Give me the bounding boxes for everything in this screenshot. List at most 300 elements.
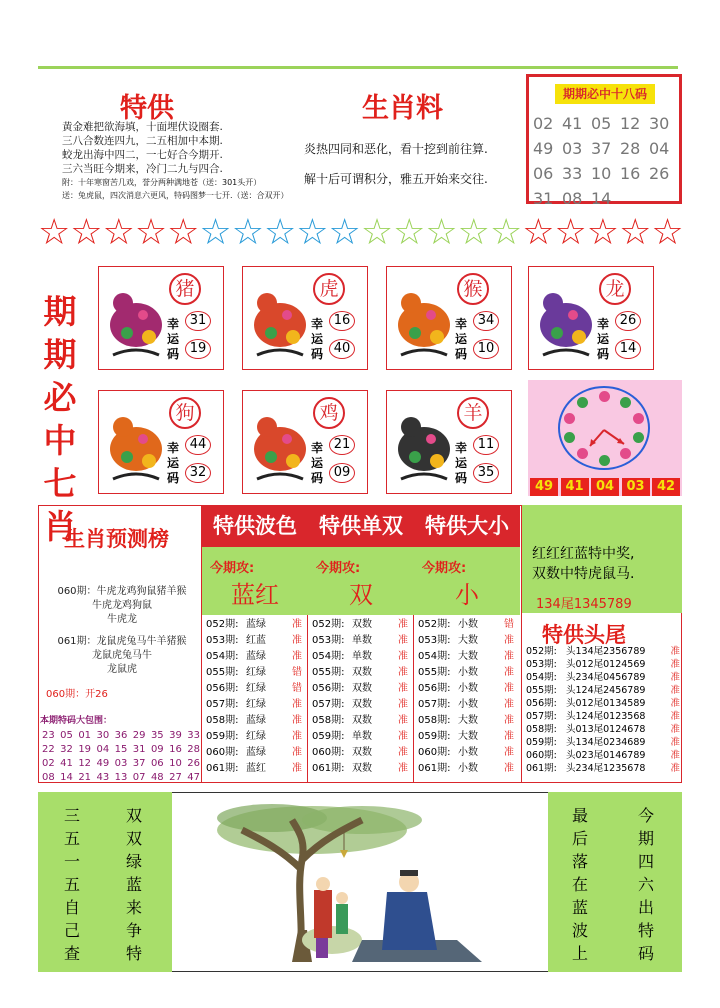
- star-row: [38, 212, 684, 253]
- period: 061期:: [206, 763, 239, 774]
- period: 061期:: [312, 763, 345, 774]
- toutwei-title: 特供头尾: [542, 622, 626, 647]
- bag-number: 29: [132, 730, 146, 741]
- clock-dot: [599, 455, 610, 466]
- code-number: 33: [562, 164, 583, 183]
- bag-number: 08: [42, 772, 55, 783]
- column-title: 特供大小: [414, 505, 520, 547]
- clock-number: 03: [622, 478, 650, 496]
- shengxiao-line: 解十后可谓积分，雅五开始来交往.: [304, 172, 488, 186]
- result: 准: [292, 747, 302, 758]
- bag-number: 33: [187, 730, 200, 741]
- zodiac-name: 龙: [599, 273, 631, 305]
- zodiac-card: [386, 266, 512, 370]
- special-bag-title: 本期特码大包围：: [40, 716, 113, 726]
- right-info-tail: 134尾1345789: [536, 597, 632, 612]
- verse-char: 今: [637, 806, 654, 825]
- tegong-title: 特供: [120, 93, 174, 124]
- history-row: [418, 697, 518, 713]
- pick: 红绿: [246, 683, 266, 694]
- bag-number: 21: [78, 772, 92, 783]
- title-char: 期: [43, 292, 77, 331]
- star-icon: ☆: [489, 212, 523, 253]
- bag-number: 43: [96, 772, 110, 783]
- history-row: [312, 665, 412, 681]
- verse-char: 双: [125, 806, 142, 825]
- period: 053期:: [312, 635, 345, 646]
- toutwei-row: [526, 645, 680, 658]
- result: 准: [504, 747, 514, 758]
- right-info-box: [522, 505, 682, 613]
- bag-number: 14: [60, 772, 73, 783]
- star-icon: ☆: [263, 212, 297, 253]
- pick: 小数: [458, 747, 478, 758]
- lucky-code-label: 幸运码: [311, 441, 324, 485]
- period: 052期:: [418, 619, 451, 630]
- history-row: [418, 681, 518, 697]
- bag-number: 31: [132, 744, 146, 755]
- period: 052期:: [206, 619, 239, 630]
- prediction-line: 龙鼠虎兔马牛: [92, 650, 152, 661]
- result: 准: [670, 685, 680, 696]
- star-icon: ☆: [167, 212, 200, 253]
- verse-char: 六: [637, 875, 654, 894]
- result: 准: [670, 763, 680, 774]
- clock-numbers: [530, 478, 680, 496]
- verse-column: [636, 804, 656, 965]
- toutwei-row: [526, 762, 680, 775]
- danshuang-column: [308, 505, 414, 783]
- result: 错: [504, 619, 514, 630]
- code-number: 08: [562, 189, 583, 208]
- lucky-number: 21: [329, 435, 355, 455]
- verse-char: 蓝: [125, 875, 142, 894]
- period: 056期:: [418, 683, 451, 694]
- title-char: 中: [43, 421, 77, 460]
- eighteen-code-title: 期期必中十八码: [555, 84, 655, 104]
- result: 准: [670, 750, 680, 761]
- star-icon: ☆: [231, 212, 264, 253]
- result: 准: [504, 763, 514, 774]
- pick: 大数: [458, 731, 478, 742]
- pick: 头012尾0134589: [566, 698, 646, 709]
- star-icon: ☆: [38, 212, 71, 253]
- history-row: [418, 713, 518, 729]
- title-char: 肖: [43, 507, 77, 546]
- toutwei-row: [526, 710, 680, 723]
- toutwei-rows: [526, 645, 680, 775]
- history-row: [206, 729, 306, 745]
- result: 准: [504, 731, 514, 742]
- code-row: [533, 186, 677, 211]
- result: 准: [504, 699, 514, 710]
- pick: 双数: [352, 763, 372, 774]
- verse-char: 波: [571, 921, 588, 940]
- verse-column: [62, 804, 82, 965]
- result: 准: [670, 724, 680, 735]
- zodiac-papercut-icon: [249, 399, 311, 485]
- verse-char: 争: [125, 921, 142, 940]
- verse-char: 在: [571, 875, 588, 894]
- history-row: [312, 713, 412, 729]
- shengxiao-title: 生肖料: [362, 93, 443, 124]
- bag-number: 28: [187, 744, 200, 755]
- zodiac-card: [242, 390, 368, 494]
- code-number: 37: [591, 139, 612, 158]
- bag-number: 35: [150, 730, 164, 741]
- history-row: [418, 665, 518, 681]
- lucky-code-label: 幸运码: [597, 317, 610, 361]
- title-char: 期: [43, 335, 77, 374]
- result: 准: [670, 737, 680, 748]
- period: 054期:: [312, 651, 345, 662]
- result: 准: [292, 619, 302, 630]
- star-icon: ☆: [134, 212, 168, 253]
- result: 准: [398, 699, 408, 710]
- special-bag-numbers: [42, 729, 200, 785]
- attack-box: [414, 547, 520, 615]
- code-number: 06: [533, 164, 554, 183]
- zodiac-papercut-icon: [249, 275, 311, 361]
- result: 准: [670, 711, 680, 722]
- zodiac-papercut-icon: [393, 399, 455, 485]
- bose-column: [202, 505, 308, 783]
- period: 057期:: [526, 711, 557, 722]
- star-icon: ☆: [360, 212, 394, 253]
- eighteen-code-numbers: [533, 111, 679, 211]
- lucky-number: 31: [185, 311, 211, 331]
- bag-number: 03: [114, 758, 128, 769]
- period: 059期:: [526, 737, 557, 748]
- verse-char: 三: [63, 806, 80, 825]
- result: 准: [670, 672, 680, 683]
- result: 准: [292, 651, 302, 662]
- history-row: [312, 681, 412, 697]
- period: 058期:: [526, 724, 557, 735]
- history-rows: [206, 617, 306, 777]
- zodiac-papercut-icon: [105, 399, 167, 485]
- attack-label: 今期攻:: [210, 561, 255, 576]
- shengxiao-line: 炎热四同和恶化，看十挖到前往算.: [304, 142, 488, 156]
- pick: 双数: [352, 747, 372, 758]
- result: 准: [504, 715, 514, 726]
- zodiac-card: [98, 266, 224, 370]
- clock-icon: [558, 386, 650, 470]
- history-row: [418, 729, 518, 745]
- bag-number: 47: [187, 772, 200, 783]
- pick: 蓝绿: [246, 715, 266, 726]
- pick: 蓝绿: [246, 619, 266, 630]
- eighteen-code-box: [526, 74, 682, 208]
- period: 053期:: [206, 635, 239, 646]
- verse-column: [570, 804, 590, 965]
- verse-char: 五: [63, 875, 80, 894]
- star-icon: ☆: [586, 212, 620, 253]
- history-row: [312, 761, 412, 777]
- bag-number: 06: [150, 758, 164, 769]
- attack-label: 今期攻:: [316, 561, 361, 576]
- clock-number: 41: [561, 478, 589, 496]
- history-rows: [418, 617, 518, 777]
- result: 准: [398, 651, 408, 662]
- zodiac-papercut-icon: [393, 275, 455, 361]
- history-row: [312, 729, 412, 745]
- scene-illustration: [212, 800, 506, 962]
- zodiac-prediction-panel: [38, 505, 202, 783]
- bag-number: 09: [150, 744, 164, 755]
- title-char: 必: [43, 378, 77, 417]
- tree-scene-icon: [212, 800, 506, 962]
- attack-label: 今期攻:: [422, 561, 467, 576]
- prediction-title: 生肖预测榜: [64, 526, 169, 551]
- column-title: 特供波色: [202, 505, 308, 547]
- result: 准: [398, 667, 408, 678]
- verse-char: 五: [63, 829, 80, 848]
- history-row: [312, 649, 412, 665]
- code-number: 16: [620, 164, 641, 183]
- star-icon: ☆: [619, 212, 652, 253]
- verse-column: [124, 804, 144, 965]
- pick: 双数: [352, 699, 372, 710]
- toutwei-row: [526, 671, 680, 684]
- bag-number: 37: [132, 758, 146, 769]
- zodiac-papercut-icon: [105, 275, 167, 361]
- zodiac-name: 虎: [313, 273, 345, 305]
- history-row: [418, 745, 518, 761]
- pick: 大数: [458, 715, 478, 726]
- code-number: 12: [620, 114, 641, 133]
- prediction-line: 061期：龙鼠虎兔马牛羊猪猴: [57, 636, 187, 647]
- period: 053期:: [418, 635, 451, 646]
- star-icon: ☆: [651, 212, 684, 253]
- pick: 头134尾2356789: [566, 646, 646, 657]
- zodiac-card: [98, 390, 224, 494]
- verse-char: 后: [571, 829, 588, 848]
- lucky-number: 09: [329, 463, 355, 483]
- period: 057期:: [418, 699, 451, 710]
- bag-number: 15: [114, 744, 128, 755]
- result: 准: [398, 747, 408, 758]
- period: 052期:: [312, 619, 345, 630]
- star-icon: ☆: [393, 212, 426, 253]
- poem-note: 送：兔虎鼠，四次消息六更风，特码图梦一七开.（送：合双开）: [62, 191, 289, 200]
- poem-line: 蛟龙出海中四二，一七好合今期开.: [62, 149, 223, 161]
- pick: 红绿: [246, 667, 266, 678]
- pick: 双数: [352, 683, 372, 694]
- pick: 头013尾0124678: [566, 724, 646, 735]
- zodiac-name: 狗: [169, 397, 201, 429]
- result: 准: [292, 731, 302, 742]
- pick: 蓝绿: [246, 747, 266, 758]
- bag-number: 39: [169, 730, 182, 741]
- star-icon: ☆: [199, 212, 232, 253]
- lucky-number: 19: [185, 339, 211, 359]
- pick: 红绿: [246, 699, 266, 710]
- verse-char: 落: [571, 852, 588, 871]
- result: 准: [292, 635, 302, 646]
- result: 准: [292, 715, 302, 726]
- zodiac-name: 猪: [169, 273, 201, 305]
- lucky-number: 32: [185, 463, 211, 483]
- clock-dot: [599, 391, 610, 402]
- period: 058期:: [206, 715, 239, 726]
- star-icon: ☆: [425, 212, 458, 253]
- verse-char: 来: [125, 898, 142, 917]
- period: 054期:: [526, 672, 557, 683]
- code-number: 10: [591, 164, 612, 183]
- pick: 红绿: [246, 731, 266, 742]
- bag-row: [42, 757, 200, 771]
- toutwei-row: [526, 736, 680, 749]
- column-title: 特供单双: [308, 505, 414, 547]
- period: 061期:: [526, 763, 557, 774]
- bag-number: 32: [60, 744, 73, 755]
- poem-line: 三八合数连四九，二五相加中本期.: [62, 135, 223, 147]
- verse-char: 四: [637, 852, 654, 871]
- title-char: 七: [43, 464, 77, 503]
- result: 准: [504, 651, 514, 662]
- verse-char: 出: [637, 898, 654, 917]
- history-row: [312, 697, 412, 713]
- clock-number: 42: [652, 478, 680, 496]
- history-row: [206, 697, 306, 713]
- period: 057期:: [206, 699, 239, 710]
- lucky-number: 40: [329, 339, 355, 359]
- history-row: [206, 681, 306, 697]
- bag-number: 41: [60, 758, 73, 769]
- period: 055期:: [526, 685, 557, 696]
- verse-char: 特: [637, 921, 654, 940]
- right-info-line: 红红红蓝特中奖,: [532, 546, 635, 562]
- right-info-line: 双数中特虎鼠马.: [532, 566, 635, 582]
- result: 准: [670, 646, 680, 657]
- period: 053期:: [526, 659, 557, 670]
- pick: 双数: [352, 715, 372, 726]
- history-row: [206, 649, 306, 665]
- verse-char: 查: [63, 944, 80, 963]
- code-number: 31: [533, 189, 554, 208]
- bag-number: 01: [78, 730, 92, 741]
- bag-number: 36: [114, 730, 128, 741]
- bag-number: 48: [150, 772, 164, 783]
- star-icon: ☆: [522, 212, 555, 253]
- attack-value: 蓝红: [231, 581, 279, 609]
- tegong-poem: [62, 120, 302, 202]
- pick: 大数: [458, 651, 478, 662]
- bag-number: 16: [169, 744, 182, 755]
- code-number: 02: [533, 114, 554, 133]
- history-row: [418, 649, 518, 665]
- bag-number: 19: [78, 744, 92, 755]
- pick: 小数: [458, 667, 478, 678]
- toutwei-row: [526, 723, 680, 736]
- result: 准: [292, 699, 302, 710]
- period: 054期:: [418, 651, 451, 662]
- lucky-code-label: 幸运码: [167, 317, 180, 361]
- code-number: 30: [649, 114, 670, 133]
- pick: 头234尾0456789: [566, 672, 646, 683]
- attack-value: 小: [455, 581, 479, 609]
- result: 准: [670, 698, 680, 709]
- code-number: 14: [591, 189, 612, 208]
- verse-char: 蓝: [571, 898, 588, 917]
- verse-char: 己: [63, 921, 80, 940]
- bag-number: 13: [114, 772, 128, 783]
- prediction-line: 060期：牛虎龙鸡狗鼠猪羊猴: [57, 586, 187, 597]
- period: 061期:: [418, 763, 451, 774]
- clock-dot: [620, 448, 631, 459]
- period: 058期:: [312, 715, 345, 726]
- period: 060期:: [312, 747, 345, 758]
- result: 准: [398, 683, 408, 694]
- bag-number: 27: [169, 772, 182, 783]
- lucky-code-label: 幸运码: [167, 441, 180, 485]
- star-icon: ☆: [296, 212, 329, 253]
- lucky-number: 16: [329, 311, 355, 331]
- bag-number: 10: [169, 758, 182, 769]
- result: 准: [504, 635, 514, 646]
- star-icon: ☆: [70, 212, 103, 253]
- star-icon: ☆: [554, 212, 587, 253]
- period: 059期:: [312, 731, 345, 742]
- verse-char: 绿: [125, 852, 142, 871]
- history-row: [418, 761, 518, 777]
- pick: 头124尾2456789: [566, 685, 646, 696]
- bag-number: 12: [78, 758, 92, 769]
- top-divider: [38, 66, 678, 69]
- pick: 蓝红: [246, 763, 266, 774]
- pick: 小数: [458, 683, 478, 694]
- period: 058期:: [418, 715, 451, 726]
- period: 057期:: [312, 699, 345, 710]
- code-row: [533, 111, 677, 136]
- history-row: [206, 665, 306, 681]
- zodiac-card: [386, 390, 512, 494]
- period: 059期:: [206, 731, 239, 742]
- clock-dot: [620, 397, 631, 408]
- star-icon: ☆: [328, 212, 361, 253]
- code-number: 41: [562, 114, 583, 133]
- clock-number: 04: [591, 478, 619, 496]
- lucky-code-label: 幸运码: [311, 317, 324, 361]
- poem-line: 三六当旺今期来，冷门二九与四合.: [62, 163, 223, 175]
- period: 055期:: [312, 667, 345, 678]
- pick: 头134尾0234689: [566, 737, 646, 748]
- verse-char: 最: [571, 806, 588, 825]
- zodiac-card: [528, 266, 654, 370]
- pick: 头234尾1235678: [566, 763, 646, 774]
- history-row: [206, 633, 306, 649]
- verse-char: 期: [637, 829, 654, 848]
- prediction-line: 牛虎龙鸡狗鼠: [92, 600, 152, 611]
- history-row: [312, 617, 412, 633]
- pick: 蓝绿: [246, 651, 266, 662]
- code-number: 26: [649, 164, 670, 183]
- clock-dot: [577, 397, 588, 408]
- period: 056期:: [206, 683, 239, 694]
- period: 059期:: [418, 731, 451, 742]
- period: 060期:: [418, 747, 451, 758]
- code-row: [533, 161, 677, 186]
- bag-number: 04: [96, 744, 110, 755]
- zodiac-name: 鸡: [313, 397, 345, 429]
- result: 准: [504, 683, 514, 694]
- history-row: [206, 761, 306, 777]
- toutwei-row: [526, 697, 680, 710]
- toutwei-row: [526, 684, 680, 697]
- clock-dot: [633, 413, 644, 424]
- prediction-open-result: 060期：开26: [46, 689, 108, 700]
